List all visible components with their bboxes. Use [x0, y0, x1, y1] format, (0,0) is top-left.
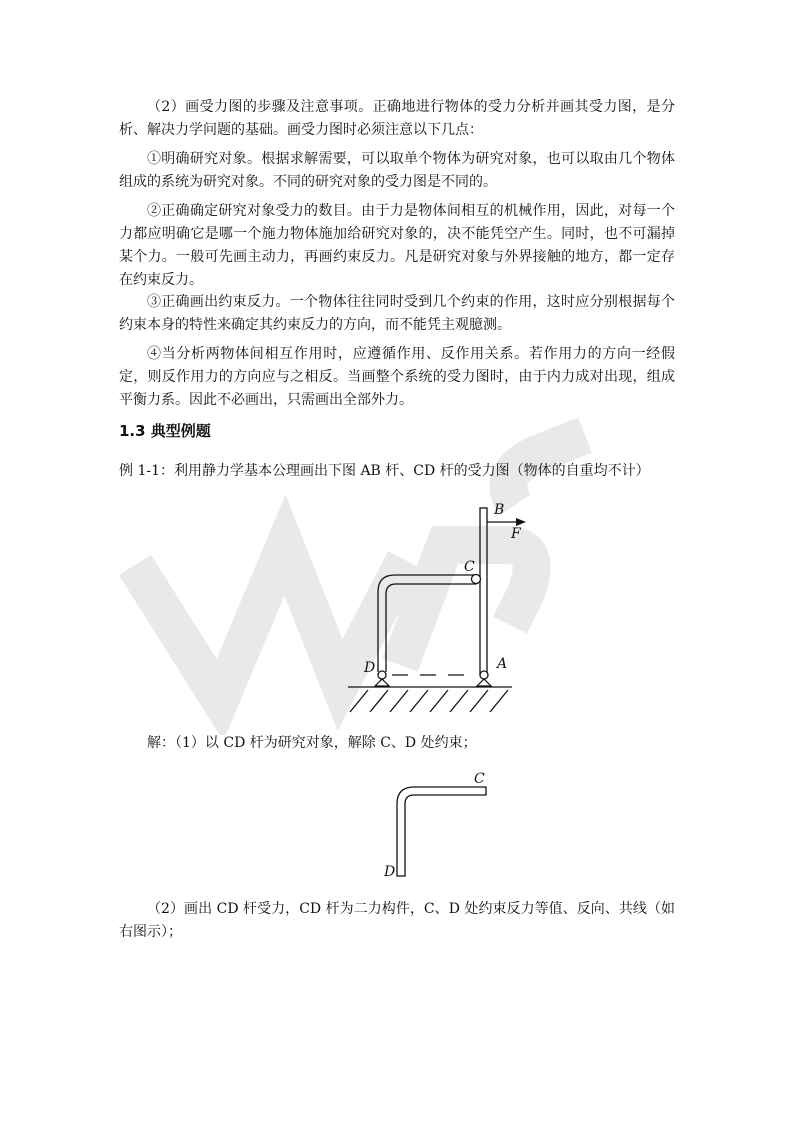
paragraph-point-1: ①明确研究对象。根据求解需要，可以取单个物体为研究对象，也可以取由几个物体组成的系统为研究对象。不同的研究对象的受力图是不同的。 — [119, 151, 675, 190]
label-d-isolated: D — [384, 864, 396, 880]
paragraph-steps-intro: （2）画受力图的步骤及注意事项。正确地进行物体的受力分析并画其受力图，是分析、解决力学问题的基础。画受力图时必须注意以下几点： — [119, 99, 675, 138]
paragraph-point-3: ③正确画出约束反力。一个物体往往同时受到几个约束的作用，这时应分别根据每个约束本身的特性来确定其约束反力的方向，而不能凭主观臆测。 — [119, 294, 675, 333]
label-c: C — [464, 559, 475, 575]
hinge-c — [472, 575, 481, 584]
bar-cd-isolated — [397, 787, 486, 876]
solution-step-2: （2）画出 CD 杆受力，CD 杆为二力构件，C、D 处约束反力等值、反向、共线（如右图示）； — [119, 901, 675, 940]
figure-cd-free-body — [397, 787, 486, 876]
bar-cd — [378, 575, 476, 672]
ground-hatching — [348, 687, 512, 712]
support-d — [375, 671, 389, 686]
label-d: D — [364, 660, 376, 676]
force-f-arrow — [487, 518, 526, 526]
paragraph-point-4: ④当分析两物体间相互作用时，应遵循作用、反作用关系。若作用力的方向一经假定，则反作用力的方向应与之相反。当画整个系统的受力图时，由于内力成对出现，组成平衡力系。因此不必画出，只需画出全部外力。 — [119, 346, 675, 408]
label-b: B — [494, 502, 505, 518]
paragraph-point-2: ②正确确定研究对象受力的数目。由于力是物体间相互的机械作用，因此，对每一个力都应明确它是哪一个施力物体施加给研究对象的，决不能凭空产生。同时，也不可漏掉某个力。一般可先画主动力，再画约束反力。凡是研究对象与外界接触的地方，都一定存在约束反力。 — [119, 203, 675, 288]
example-statement: 例 1-1：利用静力学基本公理画出下图 AB 杆、CD 杆的受力图（物体的自重均不计） — [119, 463, 650, 479]
section-heading: 1.3 典型例题 — [119, 422, 211, 440]
support-a — [477, 671, 491, 686]
bar-ab — [480, 508, 487, 674]
label-a: A — [497, 656, 508, 672]
label-c-isolated: C — [474, 771, 485, 787]
solution-step-1: 解：（1）以 CD 杆为研究对象，解除 C、D 处约束； — [147, 735, 477, 751]
label-f: F — [511, 526, 521, 542]
